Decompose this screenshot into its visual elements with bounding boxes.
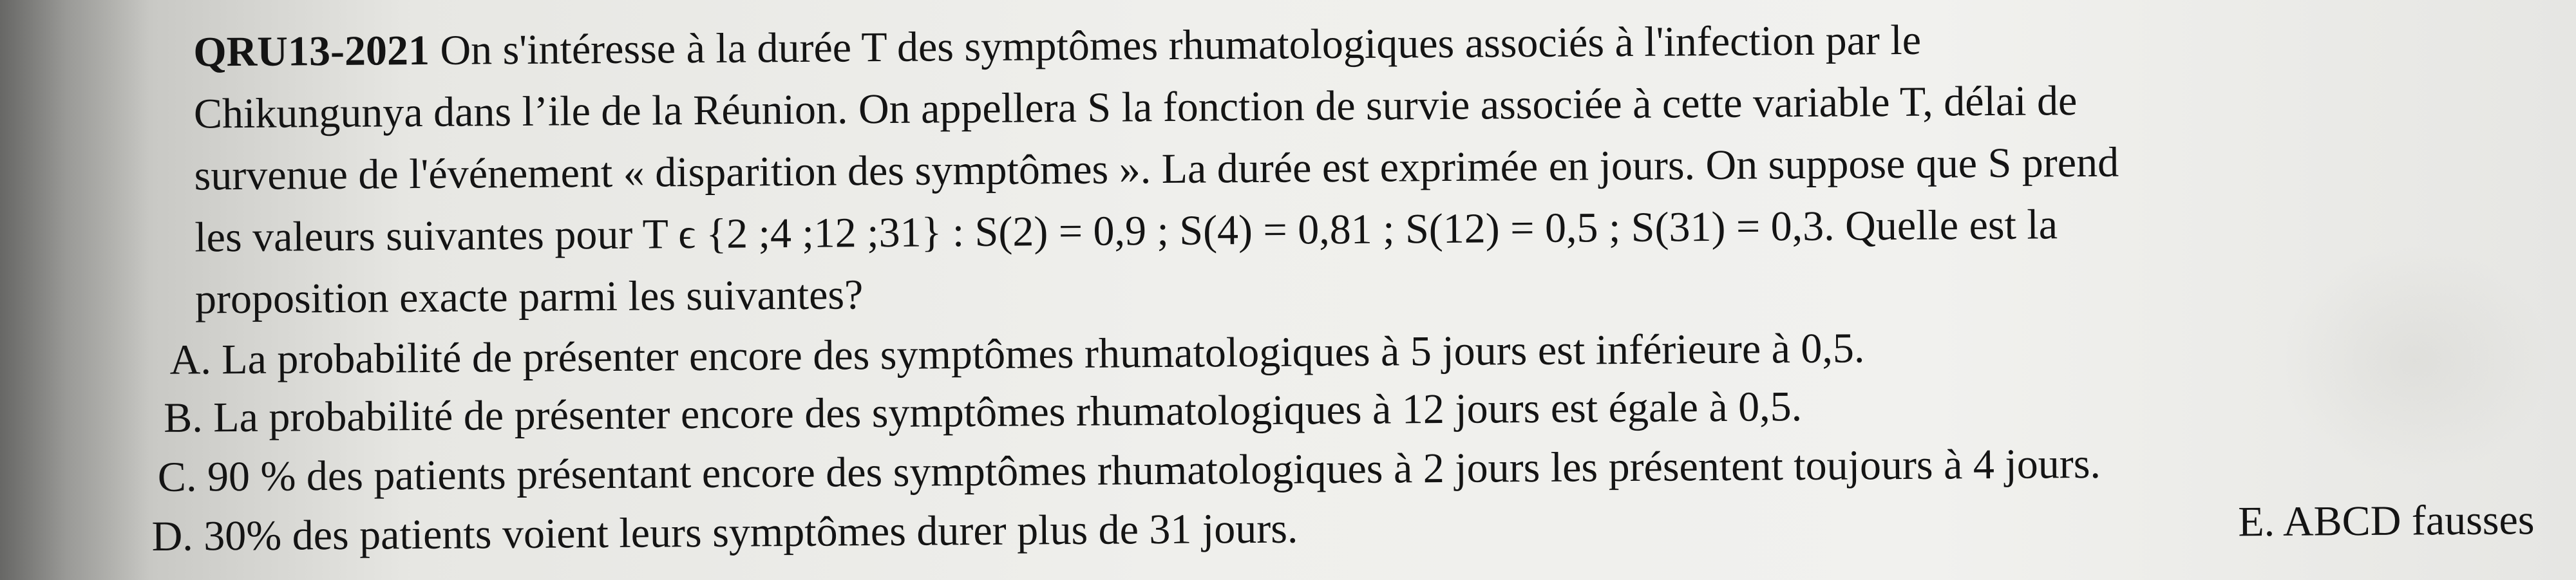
page-shadow: [0, 0, 148, 580]
option-d: D. 30% des patients voient leurs symptômes durer plus de 31 jours.: [151, 505, 1298, 560]
question-line-5: proposition exacte parmi les suivantes?: [194, 271, 864, 323]
question-line-4: les valeurs suivantes pour T ϵ {2 ;4 ;12 ;31} : S(2) = 0,9 ; S(4) = 0,81 ; S(12) = 0,5 ; S(31) = 0,3. Quelle est la: [194, 201, 2058, 261]
question-line-2: Chikungunya dans l’ile de la Réunion. On appellera S la fonction de survie associée à cette variable T, délai de: [193, 77, 2078, 138]
question-line-1: [193, 14, 1921, 80]
question-text-line-1: On s'intéresse à la durée T des symptômes rhumatologiques associés à l'infection par le: [440, 16, 1922, 74]
option-a: A. La probabilité de présenter encore des symptômes rhumatologiques à 5 jours est inférieure à 0,5.: [169, 324, 1865, 384]
option-e: E. ABCD fausses: [2238, 496, 2535, 546]
option-c: C. 90 % des patients présentant encore des symptômes rhumatologiques à 2 jours les présentent toujours à 4 jours.: [157, 440, 2101, 501]
question-block: [148, 9, 2573, 580]
question-id: QRU13-2021: [193, 26, 430, 76]
option-b: B. La probabilité de présenter encore des symptômes rhumatologiques à 12 jours est égale à 0,5.: [163, 383, 1803, 442]
option-row-d-e: [151, 493, 2534, 564]
question-line-3: survenue de l'événement « disparition des symptômes ». La durée est exprimée en jours. On suppose que S prend: [194, 138, 2119, 200]
